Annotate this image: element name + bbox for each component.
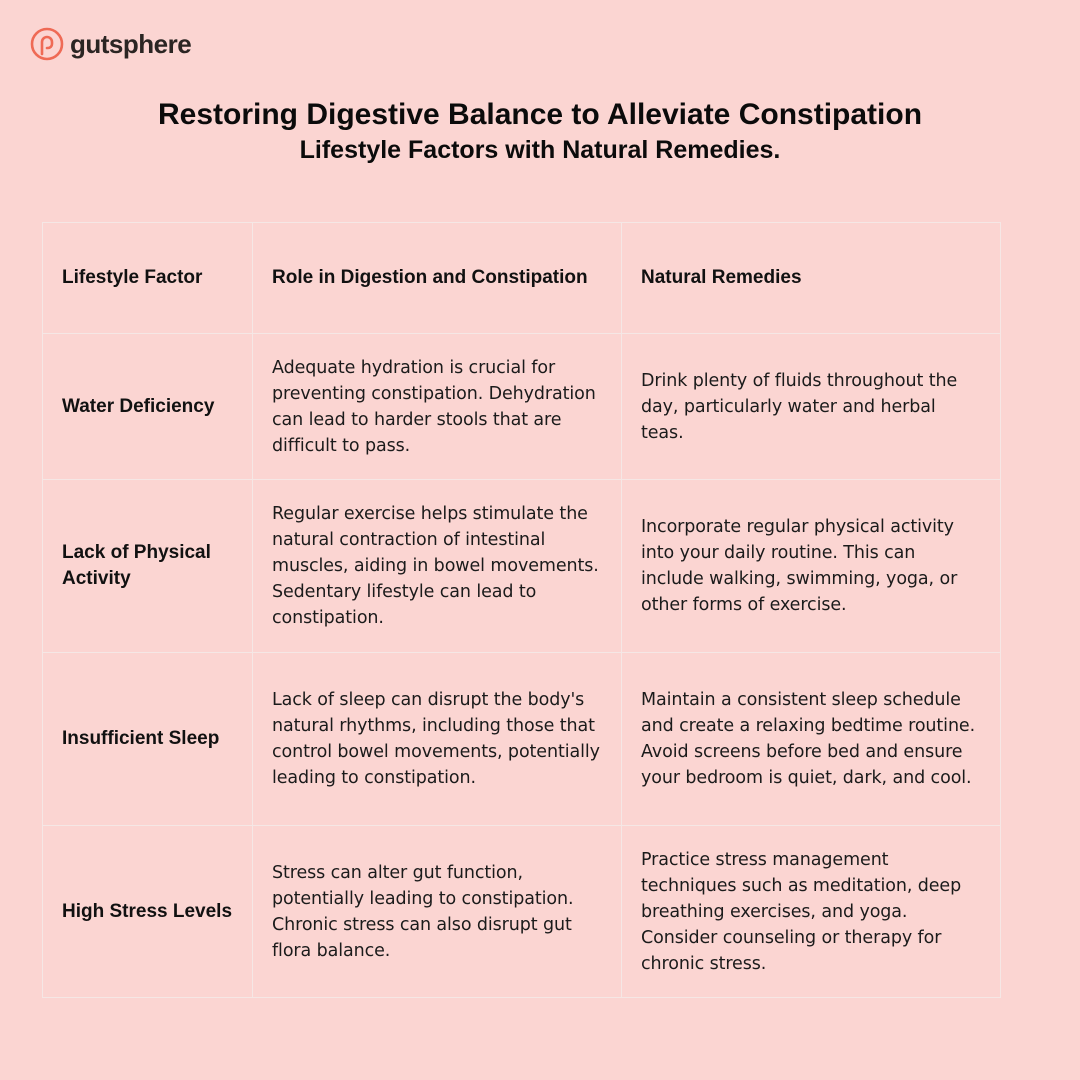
gutsphere-logo-icon (30, 27, 64, 61)
table-header-row (43, 223, 1001, 334)
title-line-1: Restoring Digestive Balance to Alleviate Constipation (157, 98, 923, 131)
row-role: Regular exercise helps stimulate the natural contraction of intestinal muscles, aiding in bowel movements. Sedentary lifestyle can lead to constipation. (253, 480, 622, 653)
row-role: Stress can alter gut function, potentially leading to constipation. Chronic stress can also disrupt gut flora balance. (253, 826, 622, 998)
row-remedy: Practice stress management techniques such as meditation, deep breathing exercises, and yoga. Consider counseling or therapy for chronic stress. (622, 826, 1001, 998)
row-role: Adequate hydration is crucial for preventing constipation. Dehydration can lead to harder stools that are difficult to pass. (253, 334, 622, 480)
header-natural-remedies: Natural Remedies (622, 223, 1001, 334)
row-remedy: Incorporate regular physical activity into your daily routine. This can include walking, swimming, yoga, or other forms of exercise. (622, 480, 1001, 653)
brand-logo (30, 26, 191, 62)
row-factor: High Stress Levels (43, 826, 253, 998)
row-remedy: Drink plenty of fluids throughout the day, particularly water and herbal teas. (622, 334, 1001, 480)
row-factor: Water Deficiency (43, 334, 253, 480)
row-remedy: Maintain a consistent sleep schedule and create a relaxing bedtime routine. Avoid screens before bed and ensure your bedroom is quiet, dark, and cool. (622, 653, 1001, 826)
table-row (43, 826, 1001, 998)
row-factor: Lack of Physical Activity (43, 480, 253, 653)
table-row (43, 480, 1001, 653)
row-role: Lack of sleep can disrupt the body's natural rhythms, including those that control bowel movements, potentially leading to constipation. (253, 653, 622, 826)
header-role: Role in Digestion and Constipation (253, 223, 622, 334)
brand-name: gutsphere (70, 28, 192, 59)
lifestyle-table (42, 222, 1001, 998)
title-line-2: Lifestyle Factors with Natural Remedies. (299, 136, 781, 164)
header-lifestyle-factor: Lifestyle Factor (43, 223, 253, 334)
row-factor: Insufficient Sleep (43, 653, 253, 826)
table-row (43, 653, 1001, 826)
table-row (43, 334, 1001, 480)
page-title (0, 96, 1080, 166)
